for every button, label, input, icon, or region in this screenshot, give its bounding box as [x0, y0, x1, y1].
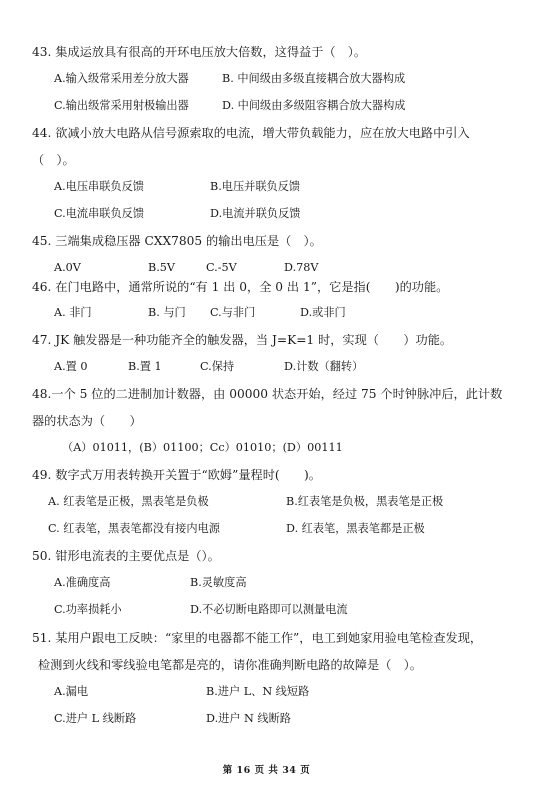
question-45-option-a: A.0V	[54, 261, 81, 274]
question-51-option-d: D.进户 N 线断路	[206, 712, 291, 725]
question-50-option-b: B.灵敏度高	[190, 576, 247, 589]
question-47-option-c: C.保持	[200, 360, 235, 373]
question-43-option-c: C.输出级常采用射极输出器	[54, 99, 189, 112]
question-45-text: 45. 三端集成稳压器 CXX7805 的输出电压是（ ）。	[32, 234, 322, 248]
question-50-option-a: A.准确度高	[54, 576, 111, 589]
question-46-option-d: D.或非门	[300, 306, 346, 319]
question-43-option-b: B. 中间级由多级直接耦合放大器构成	[222, 72, 406, 85]
question-44-text-line-1: 44. 欲减小放大电路从信号源索取的电流，增大带负载能力，应在放大电路中引入	[32, 126, 470, 140]
question-43-option-d: D. 中间级由多级阻容耦合放大器构成	[222, 99, 406, 112]
question-43-option-a: A.输入级常采用差分放大器	[54, 72, 189, 85]
question-51-option-c: C.进户 L 线断路	[54, 712, 137, 725]
question-47-option-b: B.置 1	[128, 360, 162, 373]
question-45-option-d: D.78V	[284, 261, 319, 274]
question-46-option-c: C.与非门	[210, 306, 256, 319]
question-44-option-c: C.电流串联负反馈	[54, 207, 145, 220]
question-43-text: 43. 集成运放具有很高的开环电压放大倍数，这得益于（ ）。	[32, 45, 367, 59]
question-45-option-c: C.-5V	[206, 261, 237, 274]
question-50-option-c: C.功率损耗小	[54, 603, 122, 616]
question-48-text-line-2: 器的状态为（ ）	[32, 414, 142, 428]
question-46-option-b: B. 与门	[148, 306, 186, 319]
question-46-option-a: A. 非门	[54, 306, 92, 319]
question-45-option-b: B.5V	[148, 261, 175, 274]
question-44-option-d: D.电流并联负反馈	[210, 207, 301, 220]
question-48-options: （A）01011，(B）01100；Cc）01010；(D）00111	[62, 441, 343, 454]
question-51-option-b: B.进户 L、N 线短路	[206, 685, 310, 698]
question-48-text-line-1: 48.一个 5 位的二进制加计数器，由 00000 状态开始，经过 75 个时钟脉冲后，此计数	[32, 387, 503, 401]
question-44-option-a: A.电压串联负反馈	[54, 180, 144, 193]
question-44-text-line-2: （ ）。	[32, 153, 75, 167]
question-49-option-d: D. 红表笔，黑表笔都是正极	[286, 522, 425, 535]
question-51-option-a: A.漏电	[54, 685, 89, 698]
question-50-text: 50. 钳形电流表的主要优点是（）。	[32, 549, 220, 563]
question-51-text-line-1: 51. 某用户跟电工反映：“家里的电器都不能工作”，电工到她家用验电笔检查发现，	[32, 631, 483, 645]
question-47-option-d: D.计数（翻转）	[284, 360, 364, 373]
question-50-option-d: D.不必切断电路即可以测量电流	[190, 603, 348, 616]
question-47-option-a: A.置 0	[54, 360, 88, 373]
question-44-option-b: B.电压并联负反馈	[210, 180, 301, 193]
page-number-footer: 第 16 页 共 34 页	[222, 765, 311, 776]
question-49-text: 49. 数字式万用表转换开关置于“欧姆”量程时( )。	[32, 468, 321, 482]
question-51-text-line-2: 检测到火线和零线验电笔都是亮的，请你准确判断电路的故障是（ ）。	[38, 658, 422, 672]
question-49-option-c: C. 红表笔，黑表笔都没有接内电源	[48, 522, 220, 535]
question-46-text: 46. 在门电路中，通常所说的“有 1 出 0，全 0 出 1”，它是指( )的功能。	[32, 280, 449, 294]
question-49-option-a: A. 红表笔是正极，黑表笔是负极	[48, 495, 209, 508]
question-47-text: 47. JK 触发器是一种功能齐全的触发器，当 J=K=1 时，实现（ ）功能。	[32, 333, 453, 347]
question-49-option-b: B.红表笔是负极，黑表笔是正极	[286, 495, 444, 508]
